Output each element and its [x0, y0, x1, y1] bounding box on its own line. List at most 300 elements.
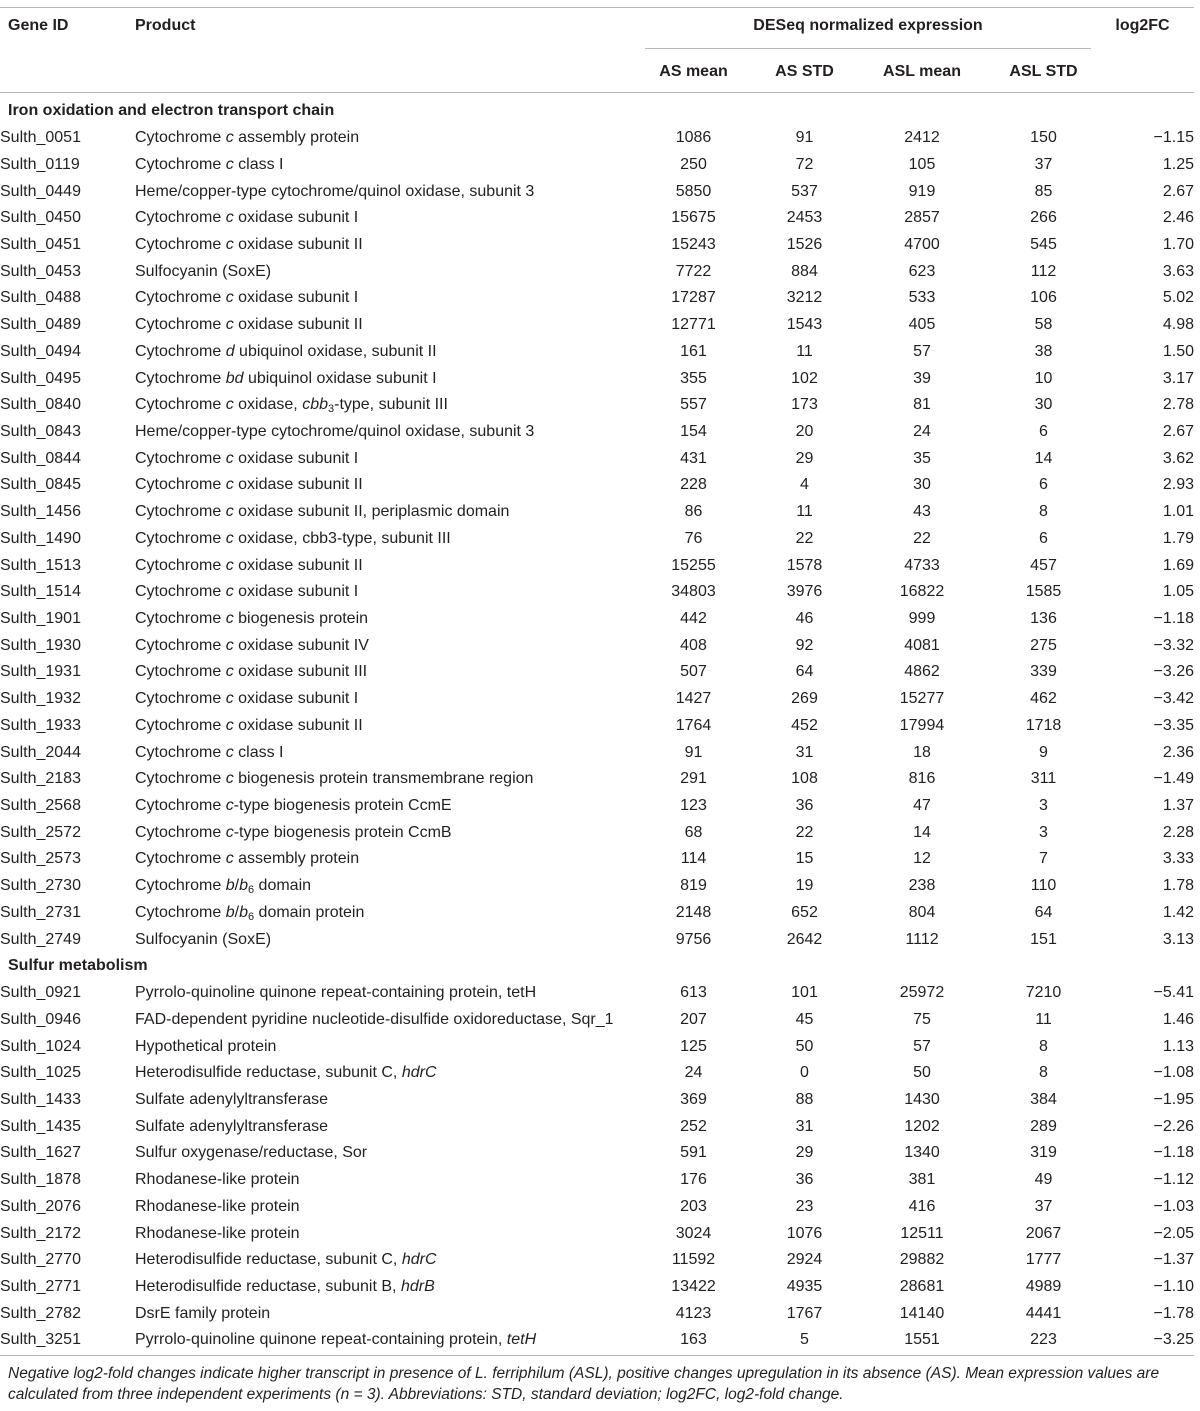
product-text: c — [225, 235, 234, 253]
gene-id-cell: Sulth_2771 — [0, 1277, 81, 1295]
gene-id-cell: Sulth_2172 — [0, 1224, 81, 1242]
product-text: / — [234, 903, 240, 921]
asl-std-cell: 37 — [1034, 1197, 1053, 1215]
product-text: Cytochrome — [135, 877, 226, 895]
as-mean-cell: 176 — [680, 1171, 707, 1189]
product-cell — [135, 1327, 645, 1354]
product-cell — [135, 178, 645, 205]
product-text: c — [225, 610, 234, 628]
log2fc-cell: 1.79 — [1162, 529, 1195, 547]
as-mean-cell: 76 — [684, 529, 703, 547]
section-header-row — [0, 953, 1194, 980]
log2fc-cell: −2.05 — [1153, 1224, 1195, 1242]
asl-std-cell: 223 — [1030, 1331, 1057, 1349]
product-text: Cytochrome — [135, 636, 226, 654]
log2fc-cell: 3.17 — [1162, 369, 1195, 387]
as-std-cell: 0 — [800, 1064, 809, 1082]
product-text: Sulfate adenylyltransferase — [135, 1090, 328, 1108]
as-std-cell: 884 — [791, 262, 818, 280]
table-row — [0, 151, 1194, 178]
table-row — [0, 232, 1194, 259]
asl-mean-cell: 28681 — [899, 1277, 945, 1295]
product-text: Cytochrome — [135, 316, 226, 334]
product-cell — [135, 926, 645, 953]
table-row — [0, 1006, 1194, 1033]
asl-mean-cell: 29882 — [899, 1251, 945, 1269]
as-std-cell: 92 — [795, 636, 814, 654]
product-text: Cytochrome — [135, 610, 226, 628]
product-cell — [135, 1140, 645, 1167]
as-std-cell: 2642 — [786, 930, 823, 948]
table-row — [0, 900, 1194, 927]
asl-std-cell: 2067 — [1025, 1224, 1062, 1242]
product-text: b — [239, 877, 248, 895]
as-mean-cell: 163 — [680, 1331, 707, 1349]
as-mean-cell: 408 — [680, 636, 707, 654]
log2fc-cell: 1.70 — [1162, 235, 1195, 253]
as-std-cell: 88 — [795, 1090, 814, 1108]
product-text: -type biogenesis protein CcmE — [233, 797, 452, 815]
asl-mean-cell: 381 — [908, 1171, 936, 1189]
log2fc-cell: −2.26 — [1153, 1117, 1195, 1135]
product-cell — [135, 312, 645, 339]
product-cell — [135, 1060, 645, 1087]
table-row — [0, 125, 1194, 152]
as-std-cell: 1076 — [786, 1224, 823, 1242]
as-std-cell: 31 — [795, 743, 814, 761]
asl-std-cell: 49 — [1034, 1171, 1053, 1189]
asl-mean-cell: 57 — [913, 1037, 931, 1055]
as-mean-cell: 203 — [680, 1197, 707, 1215]
gene-id-cell: Sulth_2730 — [0, 877, 81, 895]
asl-mean-cell: 919 — [908, 182, 936, 200]
product-text: oxidase subunit II, periplasmic domain — [233, 503, 510, 521]
product-text: bd — [225, 369, 244, 387]
as-mean-cell: 114 — [680, 850, 707, 868]
product-text: ubiquinol oxidase, subunit II — [234, 342, 437, 360]
product-cell — [135, 1247, 645, 1274]
as-mean-cell: 1427 — [675, 690, 712, 708]
gene-id-cell: Sulth_0494 — [0, 342, 81, 360]
product-cell — [135, 338, 645, 365]
product-text: Cytochrome — [135, 155, 226, 173]
asl-std-cell: 110 — [1030, 877, 1057, 895]
log2fc-cell: 5.02 — [1162, 289, 1195, 307]
table-row — [0, 1274, 1194, 1301]
asl-mean-cell: 14 — [913, 823, 931, 841]
gene-id-cell: Sulth_0840 — [0, 396, 81, 414]
product-text: Cytochrome — [135, 449, 226, 467]
log2fc-cell: 1.25 — [1162, 155, 1195, 173]
product-text: Cytochrome — [135, 823, 226, 841]
as-std-cell: 3212 — [786, 289, 823, 307]
product-text: d — [225, 342, 235, 360]
as-mean-cell: 86 — [684, 503, 703, 521]
product-text: Cytochrome — [135, 369, 226, 387]
gene-id-cell: Sulth_0449 — [0, 182, 81, 200]
product-cell — [135, 1220, 645, 1247]
as-std-cell: 19 — [795, 877, 814, 895]
product-text: c — [225, 316, 234, 334]
log2fc-cell: 2.67 — [1162, 422, 1195, 440]
product-text: Sulfocyanin (SoxE) — [135, 930, 272, 948]
gene-id-cell: Sulth_0119 — [0, 155, 80, 173]
asl-mean-cell: 416 — [908, 1197, 936, 1215]
product-text: Cytochrome — [135, 743, 226, 761]
asl-std-cell: 3 — [1039, 823, 1048, 841]
log2fc-cell: 4.98 — [1162, 316, 1195, 334]
product-text: b — [239, 903, 248, 921]
as-std-cell: 36 — [795, 1171, 814, 1189]
gene-id-cell: Sulth_2568 — [0, 797, 81, 815]
product-text: FAD-dependent pyridine nucleotide-disulfide oxidoreductase, Sqr_1 — [135, 1010, 614, 1028]
table-row — [0, 579, 1194, 606]
as-mean-cell: 1764 — [675, 716, 712, 734]
product-text: c — [225, 503, 234, 521]
as-mean-cell: 207 — [680, 1010, 707, 1028]
product-text: oxidase subunit II — [233, 235, 363, 253]
as-mean-cell: 7722 — [675, 262, 712, 280]
product-text: class I — [233, 743, 284, 761]
asl-std-cell: 289 — [1030, 1117, 1057, 1135]
table-row — [0, 739, 1194, 766]
asl-std-cell: 8 — [1039, 1064, 1048, 1082]
asl-std-cell: 6 — [1039, 529, 1048, 547]
table-row — [0, 713, 1194, 740]
asl-std-cell: 30 — [1034, 396, 1053, 414]
asl-mean-cell: 16822 — [899, 583, 945, 601]
asl-std-cell: 38 — [1034, 342, 1053, 360]
asl-mean-cell: 17994 — [899, 716, 945, 734]
table-row — [0, 1220, 1194, 1247]
table-row — [0, 1113, 1194, 1140]
product-text: Cytochrome — [135, 235, 226, 253]
log2fc-cell: 2.46 — [1162, 209, 1195, 227]
gene-id-cell: Sulth_0453 — [0, 262, 81, 280]
as-std-cell: 11 — [796, 342, 813, 360]
product-cell — [135, 205, 645, 232]
table-row — [0, 632, 1194, 659]
product-cell — [135, 445, 645, 472]
as-mean-cell: 154 — [680, 422, 707, 440]
table-row — [0, 205, 1194, 232]
product-cell — [135, 659, 645, 686]
asl-std-cell: 150 — [1030, 129, 1057, 147]
table-row — [0, 1033, 1194, 1060]
log2fc-cell: 1.01 — [1162, 503, 1195, 521]
product-text: c — [225, 129, 234, 147]
table-row — [0, 1087, 1194, 1114]
asl-mean-cell: 533 — [908, 289, 936, 307]
asl-mean-cell: 4081 — [904, 636, 940, 654]
product-text: oxidase subunit II — [233, 716, 363, 734]
table-row — [0, 472, 1194, 499]
product-text: Cytochrome — [135, 903, 226, 921]
asl-mean-cell: 2857 — [904, 209, 940, 227]
product-text: Pyrrolo-quinoline quinone repeat-containing protein, tetH — [135, 984, 537, 1002]
log2fc-cell: −1.15 — [1153, 129, 1195, 147]
as-std-cell: 11 — [796, 503, 813, 521]
asl-mean-cell: 999 — [908, 610, 936, 628]
gene-id-cell: Sulth_1930 — [0, 636, 81, 654]
product-text: Sulfate adenylyltransferase — [135, 1117, 328, 1135]
gene-id-cell: Sulth_0051 — [0, 129, 81, 147]
product-text: oxidase subunit II — [233, 556, 363, 574]
asl-std-cell: 4441 — [1025, 1304, 1062, 1322]
product-text: oxidase subunit I — [233, 690, 359, 708]
log2fc-cell: 1.78 — [1162, 877, 1195, 895]
as-std-cell: 108 — [791, 770, 818, 788]
product-text: b — [225, 877, 235, 895]
as-mean-cell: 591 — [680, 1144, 707, 1162]
as-std-cell: 1578 — [786, 556, 823, 574]
table-body — [0, 98, 1194, 1354]
product-text: Cytochrome — [135, 690, 226, 708]
product-text: c — [225, 690, 234, 708]
product-text: -type biogenesis protein CcmB — [233, 823, 452, 841]
product-text: oxidase subunit I — [233, 209, 359, 227]
as-mean-cell: 355 — [680, 369, 707, 387]
product-cell — [135, 285, 645, 312]
product-cell — [135, 1274, 645, 1301]
as-mean-cell: 161 — [680, 342, 707, 360]
product-text: -type, subunit III — [334, 396, 448, 414]
as-std-cell: 20 — [795, 422, 814, 440]
asl-std-cell: 6 — [1039, 476, 1048, 494]
product-text: domain — [254, 877, 312, 895]
as-std-cell: 5 — [800, 1331, 809, 1349]
section-title: Iron oxidation and electron transport chain — [8, 102, 335, 120]
product-cell — [135, 392, 645, 419]
asl-mean-cell: 57 — [913, 342, 931, 360]
asl-mean-cell: 238 — [908, 877, 936, 895]
as-std-cell: 50 — [795, 1037, 814, 1055]
header-log2fc: log2FC — [1115, 17, 1170, 34]
product-text: c — [225, 449, 234, 467]
asl-mean-cell: 4862 — [904, 663, 940, 681]
product-cell — [135, 980, 645, 1007]
product-text: Cytochrome — [135, 476, 226, 494]
product-cell — [135, 793, 645, 820]
product-text: domain protein — [254, 903, 365, 921]
log2fc-cell: −5.41 — [1153, 984, 1195, 1002]
asl-mean-cell: 1112 — [905, 930, 939, 948]
product-text: 6 — [247, 884, 255, 897]
as-mean-cell: 3024 — [675, 1224, 712, 1242]
gene-id-cell: Sulth_1878 — [0, 1171, 81, 1189]
log2fc-cell: −3.25 — [1153, 1331, 1195, 1349]
table-footnote — [8, 1363, 1194, 1405]
table-row — [0, 499, 1194, 526]
as-mean-cell: 431 — [680, 449, 707, 467]
as-mean-cell: 17287 — [671, 289, 716, 307]
product-cell — [135, 232, 645, 259]
table-row — [0, 365, 1194, 392]
asl-std-cell: 1777 — [1025, 1251, 1062, 1269]
product-text: assembly protein — [233, 129, 360, 147]
as-std-cell: 91 — [795, 129, 814, 147]
table-row — [0, 1193, 1194, 1220]
asl-mean-cell: 25972 — [899, 984, 945, 1002]
product-text: cbb — [302, 396, 328, 414]
product-text: Cytochrome — [135, 663, 226, 681]
product-text: c — [225, 743, 234, 761]
asl-mean-cell: 35 — [913, 449, 931, 467]
log2fc-cell: 1.37 — [1162, 797, 1195, 815]
table-row — [0, 606, 1194, 633]
as-mean-cell: 2148 — [675, 903, 712, 921]
product-cell — [135, 552, 645, 579]
product-text: Cytochrome — [135, 396, 226, 414]
product-cell — [135, 1193, 645, 1220]
as-std-cell: 23 — [795, 1197, 814, 1215]
product-text: / — [234, 877, 240, 895]
as-mean-cell: 34803 — [671, 583, 716, 601]
table-row — [0, 392, 1194, 419]
product-text: Rhodanese-like protein — [135, 1224, 300, 1242]
product-text: biogenesis protein — [233, 610, 369, 628]
asl-mean-cell: 2412 — [904, 129, 940, 147]
product-cell — [135, 1113, 645, 1140]
as-std-cell: 46 — [795, 610, 814, 628]
as-mean-cell: 68 — [684, 823, 703, 841]
product-text: Sulfur oxygenase/reductase, Sor — [135, 1144, 368, 1162]
asl-std-cell: 266 — [1030, 209, 1057, 227]
product-cell — [135, 900, 645, 927]
product-cell — [135, 419, 645, 446]
product-cell — [135, 1300, 645, 1327]
as-std-cell: 4935 — [786, 1277, 823, 1295]
gene-id-cell: Sulth_2782 — [0, 1304, 81, 1322]
product-cell — [135, 258, 645, 285]
as-std-cell: 269 — [791, 690, 818, 708]
asl-std-cell: 275 — [1030, 636, 1057, 654]
log2fc-cell: 1.05 — [1162, 583, 1195, 601]
log2fc-cell: 1.50 — [1162, 342, 1195, 360]
log2fc-cell: 2.36 — [1162, 743, 1195, 761]
product-text: Cytochrome — [135, 716, 226, 734]
asl-std-cell: 339 — [1030, 663, 1057, 681]
as-std-cell: 652 — [791, 903, 818, 921]
product-text: oxidase subunit I — [233, 289, 359, 307]
as-std-cell: 15 — [795, 850, 814, 868]
as-mean-cell: 12771 — [671, 316, 716, 334]
asl-std-cell: 9 — [1039, 743, 1048, 761]
product-cell — [135, 151, 645, 178]
asl-std-cell: 7210 — [1025, 984, 1062, 1002]
product-text: c — [225, 770, 234, 788]
as-mean-cell: 5850 — [675, 182, 712, 200]
gene-id-cell: Sulth_1490 — [0, 529, 81, 547]
table-row — [0, 846, 1194, 873]
gene-id-cell: Sulth_1901 — [0, 610, 81, 628]
bottom-rule — [0, 1355, 1194, 1356]
product-text: Heme/copper-type cytochrome/quinol oxidase, subunit 3 — [135, 182, 535, 200]
log2fc-cell: −1.03 — [1153, 1197, 1195, 1215]
table-row — [0, 873, 1194, 900]
product-text: hdrB — [400, 1277, 435, 1295]
table-row — [0, 178, 1194, 205]
gene-id-cell: Sulth_0843 — [0, 422, 81, 440]
asl-mean-cell: 50 — [913, 1064, 931, 1082]
table-row — [0, 285, 1194, 312]
log2fc-cell: −3.32 — [1153, 636, 1195, 654]
gene-id-cell: Sulth_1456 — [0, 503, 81, 521]
product-text: c — [225, 823, 234, 841]
gene-id-cell: Sulth_2770 — [0, 1251, 81, 1269]
product-cell — [135, 819, 645, 846]
log2fc-cell: 2.67 — [1162, 182, 1195, 200]
header-rule — [0, 92, 1194, 93]
log2fc-cell: −1.18 — [1153, 610, 1195, 628]
as-std-cell: 4 — [800, 476, 809, 494]
as-mean-cell: 1086 — [675, 129, 712, 147]
product-cell — [135, 579, 645, 606]
footnote-line-2: calculated from three independent experiments (n = 3). Abbreviations: STD, standard deviation; log2FC, log2-fold change. — [8, 1386, 844, 1403]
as-mean-cell: 228 — [680, 476, 707, 494]
gene-id-cell: Sulth_3251 — [0, 1331, 81, 1349]
product-text: oxidase subunit II — [233, 316, 363, 334]
table-row — [0, 445, 1194, 472]
gene-id-cell: Sulth_0489 — [0, 316, 81, 334]
as-std-cell: 22 — [795, 529, 814, 547]
gene-id-cell: Sulth_2573 — [0, 850, 81, 868]
product-cell — [135, 1033, 645, 1060]
asl-std-cell: 384 — [1030, 1090, 1057, 1108]
gene-id-cell: Sulth_0845 — [0, 476, 81, 494]
log2fc-cell: 1.13 — [1162, 1037, 1195, 1055]
as-mean-cell: 15243 — [671, 235, 716, 253]
product-text: DsrE family protein — [135, 1304, 271, 1322]
asl-mean-cell: 18 — [913, 743, 931, 761]
table-row — [0, 552, 1194, 579]
group-underline — [645, 48, 1091, 49]
asl-std-cell: 3 — [1039, 797, 1048, 815]
top-rule — [0, 7, 1194, 8]
asl-mean-cell: 24 — [913, 422, 931, 440]
log2fc-cell: 2.78 — [1162, 396, 1195, 414]
as-mean-cell: 13422 — [671, 1277, 716, 1295]
as-std-cell: 1526 — [786, 235, 823, 253]
as-mean-cell: 24 — [684, 1064, 703, 1082]
product-text: c — [225, 155, 234, 173]
product-text: biogenesis protein transmembrane region — [233, 770, 534, 788]
product-text: c — [225, 797, 234, 815]
gene-id-cell: Sulth_2076 — [0, 1197, 81, 1215]
asl-mean-cell: 623 — [908, 262, 936, 280]
as-std-cell: 537 — [791, 182, 818, 200]
table-row — [0, 793, 1194, 820]
as-mean-cell: 507 — [680, 663, 707, 681]
asl-std-cell: 462 — [1030, 690, 1057, 708]
as-std-cell: 2924 — [786, 1251, 823, 1269]
product-text: Cytochrome — [135, 129, 226, 147]
asl-mean-cell: 405 — [908, 316, 936, 334]
log2fc-cell: −1.08 — [1153, 1064, 1195, 1082]
as-std-cell: 31 — [795, 1117, 814, 1135]
as-std-cell: 1543 — [786, 316, 823, 334]
header-as-std: AS STD — [775, 63, 834, 80]
gene-id-cell: Sulth_0844 — [0, 449, 81, 467]
header-product: Product — [135, 17, 196, 34]
product-text: c — [225, 716, 234, 734]
asl-std-cell: 6 — [1039, 422, 1048, 440]
product-text: Cytochrome — [135, 289, 226, 307]
asl-mean-cell: 12511 — [900, 1224, 944, 1242]
asl-std-cell: 10 — [1034, 369, 1053, 387]
asl-mean-cell: 81 — [913, 396, 931, 414]
table-row — [0, 926, 1194, 953]
